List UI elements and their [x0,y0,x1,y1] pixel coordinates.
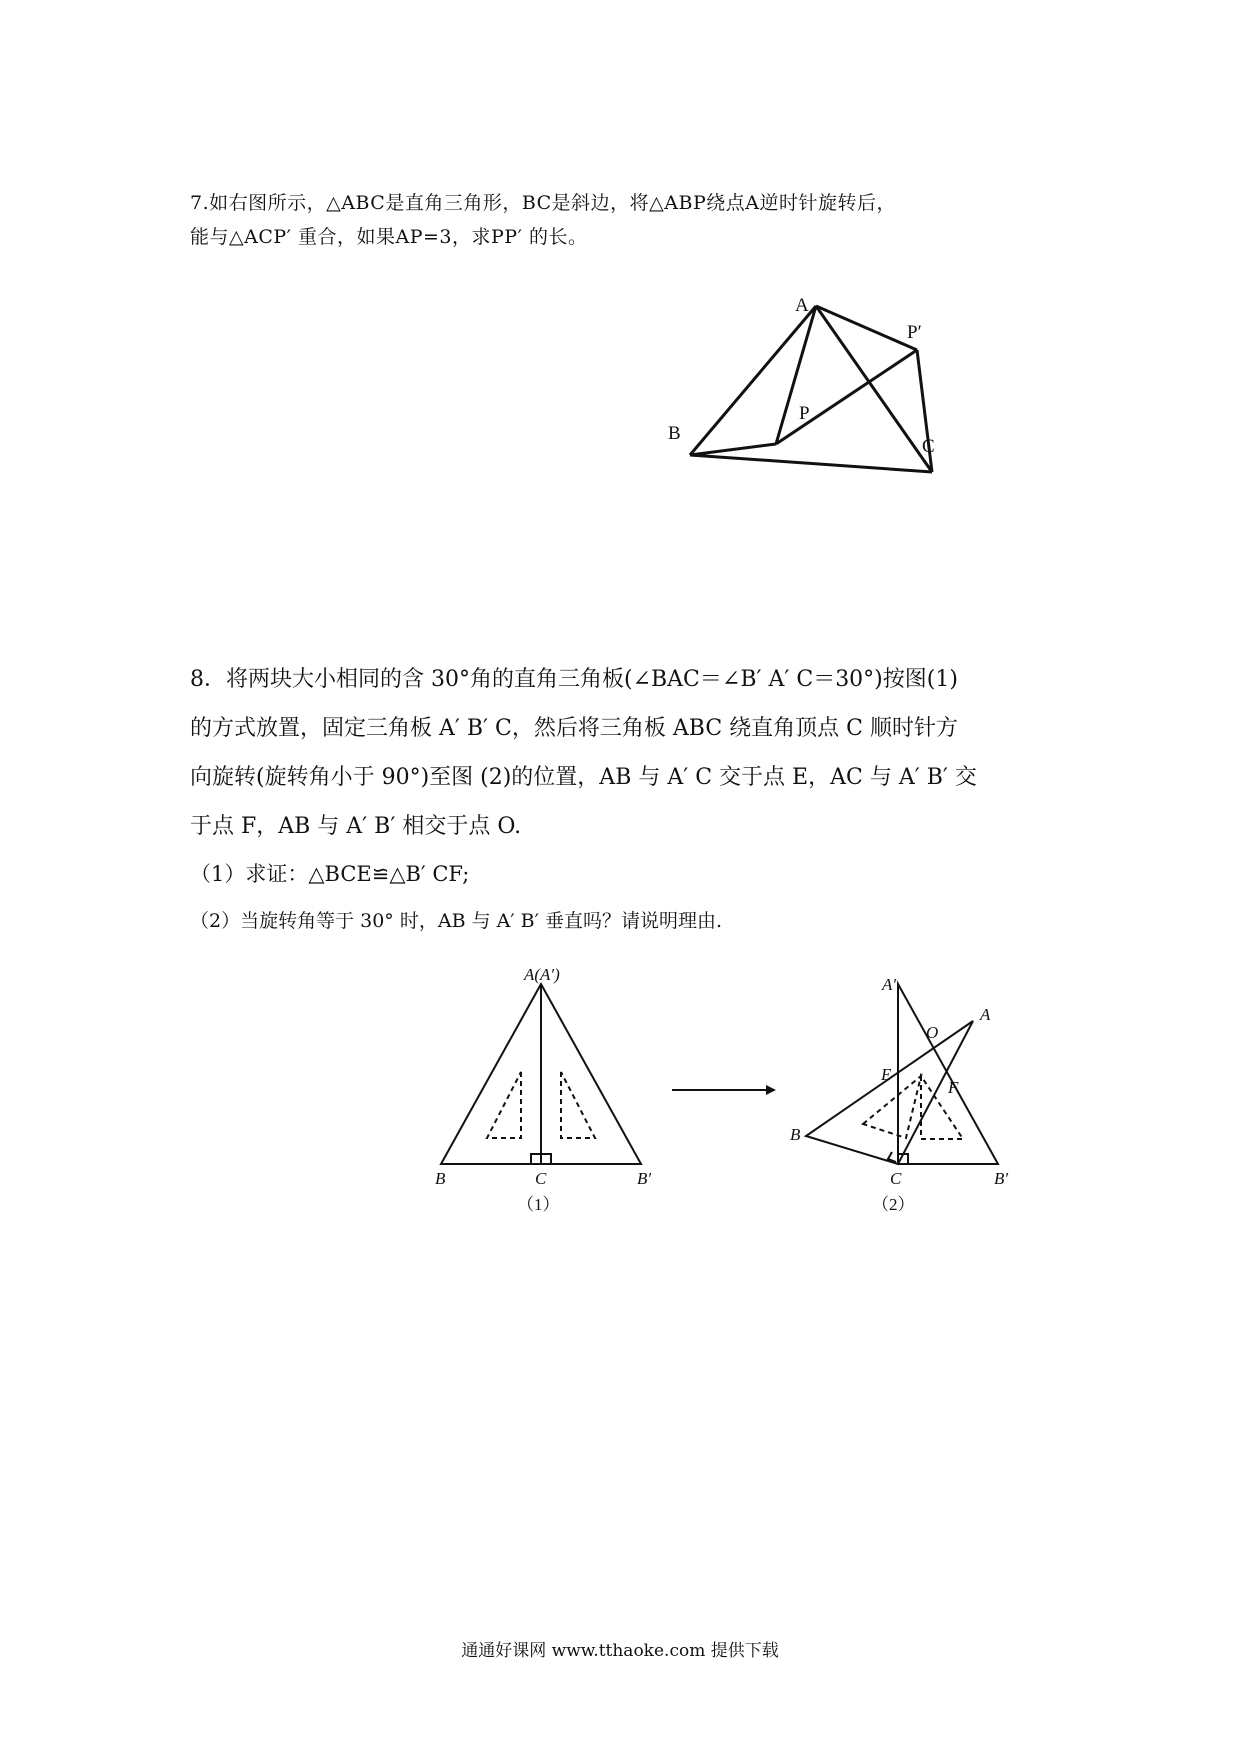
segment-bc [690,455,932,472]
q8-part-1: （1）求证：△BCE≌△B′ CF; [190,862,470,886]
label-a: A [980,1005,991,1024]
label-a: A [795,295,809,316]
q8-line-4: 于点 F，AB 与 A′ B′ 相交于点 O. [190,814,522,839]
inner-dashed-triangle-right [561,1072,595,1138]
label-p-prime: P′ [907,322,922,343]
rotation-angle-mark [888,1152,896,1162]
label-c: C [922,436,935,457]
label-a-prime: A′ [882,975,897,994]
label-b: B [790,1125,801,1144]
label-a-a-prime: A(A′) [524,965,560,984]
q7-line-2: 能与△ACP′ 重合，如果AP=3，求PP′ 的长。 [190,226,588,248]
caption-1: （1） [517,1195,560,1214]
label-p: P [799,403,810,424]
caption-2: （2） [872,1195,915,1214]
rotation-arrow [670,1080,780,1100]
label-b-prime: B′ [637,1169,652,1188]
label-b: B [668,423,681,444]
label-c: C [535,1169,547,1188]
label-c: C [890,1169,902,1188]
label-e: E [881,1065,892,1084]
q8-line-1: 8．将两块大小相同的含 30°角的直角三角板(∠BAC＝∠B′ A′ C＝30°)按图(1) [190,667,958,692]
segment-ab [690,306,816,455]
page-footer: 通通好课网 www.tthaoke.com 提供下载 [461,1641,779,1661]
label-b-prime: B′ [994,1169,1009,1188]
q7-figure [660,290,960,490]
segment-ap [776,306,816,444]
q7-line-1: 7.如右图所示，△ABC是直角三角形，BC是斜边，将△ABP绕点A逆时针旋转后， [190,192,896,214]
label-b: B [435,1169,446,1188]
label-o: O [926,1023,939,1042]
inner-dashed-triangle-left [487,1072,521,1138]
q8-figure-1 [425,960,685,1220]
segment-pp-prime [776,350,917,444]
label-f: F [948,1078,959,1097]
q8-line-3: 向旋转(旋转角小于 90°)至图 (2)的位置，AB 与 A′ C 交于点 E，AC 与 A′ B′ 交 [190,765,977,790]
right-angle-mark-left [531,1154,541,1164]
inner-dashed-triangle-rotated [863,1076,921,1138]
q8-part-2: （2）当旋转角等于 30° 时，AB 与 A′ B′ 垂直吗？请说明理由. [190,910,723,932]
q8-figure-2 [780,960,1040,1220]
segment-bp [690,444,776,455]
right-angle-mark-right [541,1154,551,1164]
q8-line-2: 的方式放置，固定三角板 A′ B′ C，然后将三角板 ABC 绕直角顶点 C 顺时针方 [190,716,958,741]
